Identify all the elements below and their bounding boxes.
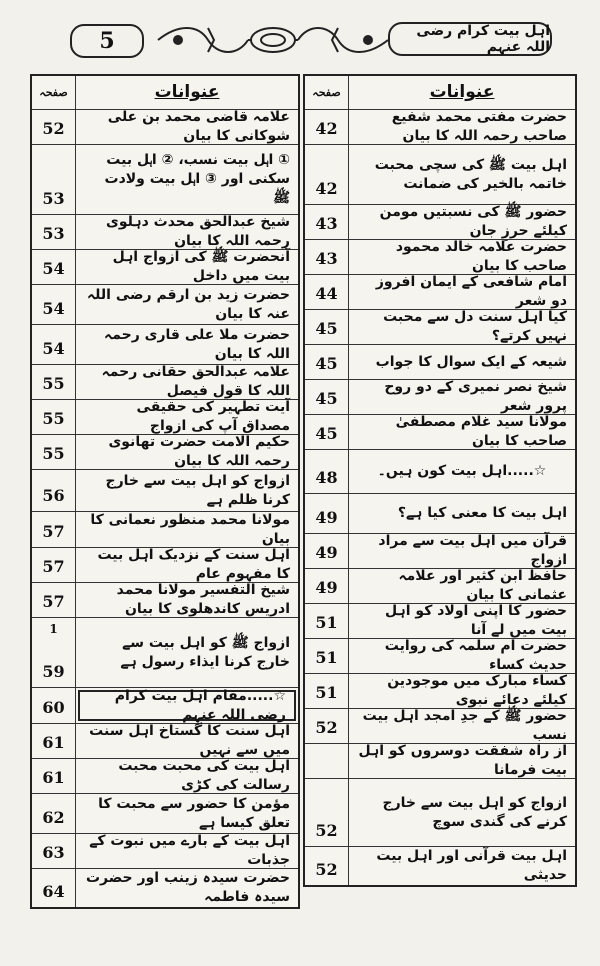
toc-entry-title: اہل بیت کا معنی کیا ہے؟ (397, 505, 567, 522)
toc-entry-title: کیا اہل سنت دل سے محبت نہیں کرتے؟ (383, 309, 567, 344)
toc-page-number: 42 (305, 145, 349, 204)
toc-page-number: 45 (305, 380, 349, 414)
toc-entry-title: حضرت سیدہ زینب اور حضرت سیدہ فاطمہ (85, 870, 290, 905)
toc-entry (305, 674, 575, 709)
toc-entry-title: ازواج ﷺ کو اہل بیت سے خارج کرنا ایذاء رسول ہے (120, 634, 290, 670)
page-label: صفحہ (305, 76, 349, 109)
right-column-header (305, 76, 575, 110)
toc-entry (305, 639, 575, 674)
toc-entry-title: شیخ عبدالحق محدث دہلوی رحمہ اللہ کا بیان (106, 214, 290, 249)
toc-page-marker: 1 (49, 622, 58, 636)
toc-entry (305, 205, 575, 240)
toc-entry (32, 724, 298, 759)
toc-entry-title: مولانا سید غلام مصطفیٰ صاحب کا بیان (395, 414, 567, 449)
toc-page-number: 56 (32, 470, 76, 511)
toc-entry (305, 604, 575, 639)
toc-entry (305, 275, 575, 310)
toc-entry-title: اہل بیت قرآنی اور اہل بیت حدیثی (376, 848, 567, 883)
toc-page-number: 52 (305, 847, 349, 885)
toc-page-number: 45 (305, 310, 349, 344)
toc-entry-title: حضور کا اپنی اولاد کو اہل بیت میں لے آنا (385, 603, 567, 638)
toc-page-number: 48 (305, 450, 349, 493)
toc-entry (32, 794, 298, 834)
toc-page-number: 51 (305, 674, 349, 708)
titles-label: عنوانات (429, 82, 495, 103)
toc-page-number: 45 (305, 415, 349, 449)
toc-entry-title: آنحضرت ﷺ کی ازواج اہل بیت میں داخل (112, 249, 290, 284)
toc-entry (32, 512, 298, 548)
toc-entry-title: شیخ نصر نمیری کے دو روح پرور شعر (384, 379, 567, 414)
toc-entry (32, 215, 298, 250)
toc-entry-title: از راہ شفقت دوسروں کو اہل بیت فرمانا (358, 743, 567, 778)
toc-entry-title: آیت تطہیر کی حقیقی مصداق آپ کی ازواج (136, 399, 290, 434)
toc-entry-title: مؤمن کا حضور سے محبت کا تعلق کیسا ہے (98, 795, 290, 831)
toc-entry-title: ازواج کو اہل بیت سے خارج کرنے کی گندی سوچ (382, 794, 567, 830)
toc-entry-title: اہل بیت ﷺ کی سچی محبت خاتمہ بالخیر کی ضمانت (374, 156, 567, 192)
toc-entry-title: شیخ التفسیر مولانا محمد ادریس کاندھلوی کا بیان (116, 582, 290, 617)
toc-entry-title: اہل سنت کے نزدیک اہل بیت کا مفہوم عام (97, 547, 290, 582)
toc-entry-title: اہل بیت کے بارے میں نبوت کے جذبات (89, 833, 290, 868)
toc-entry (305, 380, 575, 415)
toc-page-number: 55 (32, 400, 76, 434)
toc-entry (32, 759, 298, 794)
ornament-icon (148, 22, 398, 58)
page-header (30, 18, 570, 62)
toc-entry-title: ☆.....اہل بیت کون ہیں۔ (377, 463, 547, 480)
toc-entry-title: مولانا محمد منظور نعمانی کا بیان (90, 511, 290, 547)
toc-page-number: 60 (32, 688, 76, 723)
toc-entry (305, 450, 575, 494)
toc-page-number: 43 (305, 240, 349, 274)
toc-entry-title: حضور ﷺ کے جدِ امجد اہل بیت نسب (362, 708, 567, 743)
toc-entry (32, 365, 298, 400)
page-label: صفحہ (32, 76, 76, 109)
toc-entry (305, 240, 575, 275)
toc-entry (32, 145, 298, 215)
toc-page-number: 52 (305, 709, 349, 743)
toc-entry (32, 618, 298, 688)
toc-entry (305, 415, 575, 450)
toc-entry-title: حضرت مفتی محمد شفیع صاحب رحمہ اللہ کا بیان (391, 109, 567, 144)
toc-entry (305, 534, 575, 569)
toc-entry-title: حضرت ملا علی قاری رحمہ اللہ کا بیان (104, 326, 290, 362)
toc-page-number: 49 (305, 534, 349, 568)
toc-page-number: 44 (305, 275, 349, 309)
toc-entry (305, 569, 575, 604)
toc-entry (305, 847, 575, 885)
toc-page-number: 51 (305, 639, 349, 673)
toc-page-number: 54 (32, 250, 76, 284)
toc-entry (305, 110, 575, 145)
toc-entry-title: علامہ قاضی محمد بن علی شوکانی کا بیان (107, 109, 290, 144)
toc-page-number: 62 (32, 794, 76, 833)
left-toc-column (30, 74, 300, 909)
toc-entry-title: کساء مبارک میں موجودین کیلئے دعائے نبوی (387, 673, 567, 708)
toc-entry (305, 310, 575, 345)
toc-page-number: 49 (305, 494, 349, 533)
toc-entry-title: شیعہ کے ایک سوال کا جواب (375, 353, 567, 370)
toc-page-number: 54 (32, 325, 76, 364)
toc-page-number: 45 (305, 345, 349, 379)
toc-entry-title: علامہ عبدالحق حقانی رحمہ اللہ کا قول فیصل (101, 364, 290, 399)
toc-page-value: 59 (42, 662, 65, 681)
toc-page-number: 64 (32, 869, 76, 907)
toc-page-number: 49 (305, 569, 349, 603)
toc-page-number: 57 (32, 548, 76, 582)
toc-entry-title: امام شافعی کے ایمان افروز دو شعر (375, 274, 567, 309)
toc-entry (32, 400, 298, 435)
toc-page-number: 42 (305, 110, 349, 144)
toc-page-number: 52 (32, 110, 76, 144)
toc-page-number: 61 (32, 759, 76, 793)
toc-page-number: 55 (32, 435, 76, 469)
toc-entry-title: ازواج کو اہل بیت سے خارج کرنا ظلم ہے (105, 472, 290, 508)
toc-entry (305, 779, 575, 847)
toc-entry-title: حضرت زید بن ارقم رضی اللہ عنہ کا بیان (86, 286, 290, 322)
toc-entry-title: حافظ ابن کثیر اور علامہ عثمانی کا بیان (398, 568, 567, 603)
toc-page-number: 53 (32, 145, 76, 214)
toc-entry-title: حضرت علامہ خالد محمود صاحب کا بیان (395, 239, 567, 274)
toc-page-number: 57 (32, 583, 76, 617)
toc-entry-title: حکیم الامت حضرت تھانوی رحمہ اللہ کا بیان (108, 434, 290, 469)
titles-label: عنوانات (154, 82, 220, 103)
toc-entry (32, 110, 298, 145)
toc-entry (32, 470, 298, 512)
toc-page-number: 43 (305, 205, 349, 239)
toc-page-number: 52 (305, 779, 349, 846)
toc-entry (32, 869, 298, 907)
toc-page-number (32, 618, 76, 687)
running-title: اہل بیت کرام رضی اللہ عنہم (388, 22, 552, 56)
toc-entry-title: ① اہل بیت نسب، ② اہل بیت سکنی اور ③ اہل بیت ولادت ﷺ (104, 152, 290, 206)
toc-entry (32, 688, 298, 724)
toc-entry-title: قرآن میں اہل بیت سے مراد ازواج (378, 533, 567, 568)
toc-page-number: 54 (32, 285, 76, 324)
toc-entry (32, 285, 298, 325)
toc-entry (32, 435, 298, 470)
toc-page-number: 61 (32, 724, 76, 758)
toc-entry (305, 345, 575, 380)
toc-page-number: 63 (32, 834, 76, 868)
page-number: 5 (70, 24, 144, 58)
toc-page-number: 55 (32, 365, 76, 399)
toc-entry (32, 548, 298, 583)
toc-entry-title: حضور ﷺ کی نسبتیں مومن کیلئے حرزِ جان (379, 204, 567, 239)
toc-entry (305, 744, 575, 779)
toc-entry-title: اہل بیت کی محبت محبت رسالت کی کڑی (118, 758, 290, 793)
toc-entry-title: ☆.....مقام اہل بیت کرام رضی اللہ عنہم (78, 690, 296, 721)
toc-entry (32, 834, 298, 869)
toc-entry (305, 145, 575, 205)
toc-page-number: 53 (32, 215, 76, 249)
right-toc-column (303, 74, 577, 887)
toc-entry (305, 709, 575, 744)
toc-page-number (305, 744, 349, 778)
toc-entry (305, 494, 575, 534)
toc-entry (32, 250, 298, 285)
toc-entry (32, 583, 298, 618)
toc-page-number: 51 (305, 604, 349, 638)
left-column-header (32, 76, 298, 110)
toc-entry (32, 325, 298, 365)
toc-page-number: 57 (32, 512, 76, 547)
toc-entry-title: اہل سنت کا گستاخ اہل سنت میں سے نہیں (89, 723, 290, 758)
toc-entry-title: حضرت ام سلمہ کی روایت حدیث کساء (384, 638, 567, 673)
